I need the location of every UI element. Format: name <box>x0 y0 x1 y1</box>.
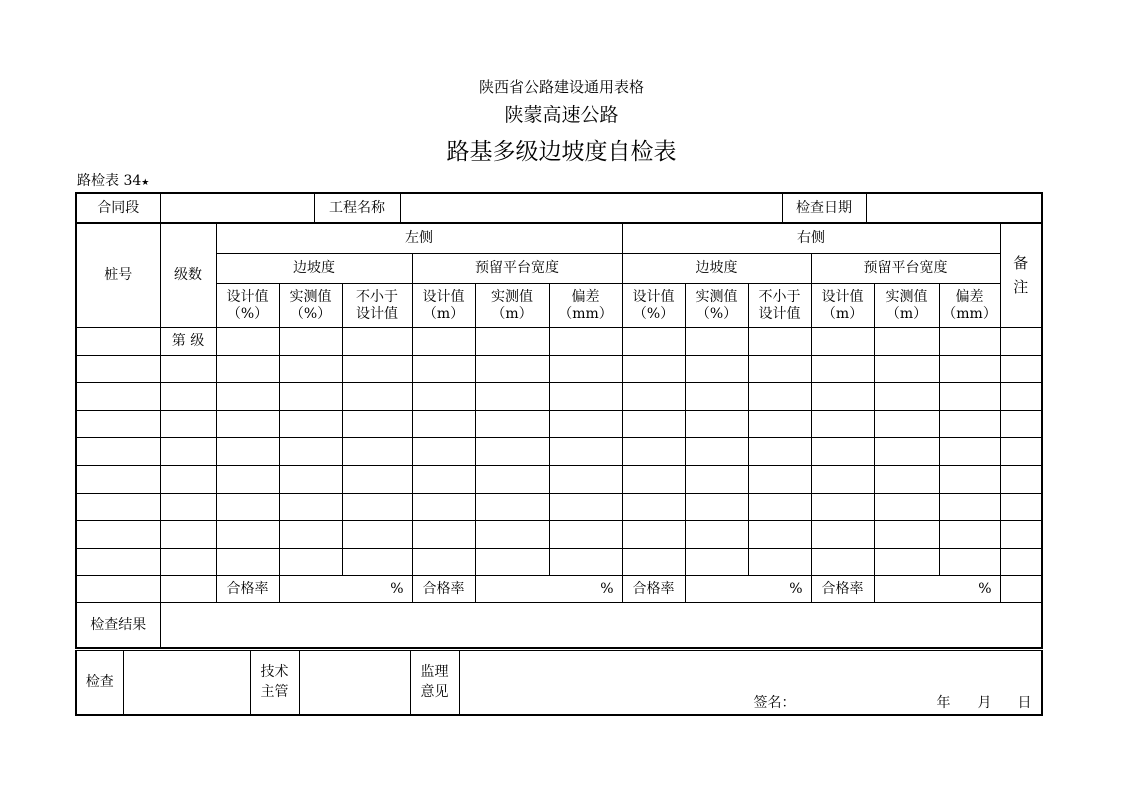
table-cell[interactable] <box>811 438 874 466</box>
table-cell[interactable] <box>76 438 160 466</box>
table-cell[interactable] <box>342 493 412 521</box>
table-cell[interactable] <box>549 383 622 411</box>
table-cell[interactable] <box>1000 438 1042 466</box>
table-cell[interactable] <box>622 465 685 493</box>
table-cell[interactable] <box>549 328 622 356</box>
table-cell[interactable] <box>874 521 939 549</box>
result-field[interactable] <box>160 603 1042 648</box>
table-cell[interactable] <box>811 521 874 549</box>
left-side-header: 左侧 <box>216 223 622 254</box>
l-plat-design-unit: （m） <box>422 305 465 322</box>
r-plat-design <box>811 284 874 328</box>
table-cell[interactable] <box>874 493 939 521</box>
r-plat-measured <box>874 284 939 328</box>
table-cell[interactable] <box>549 548 622 576</box>
table-cell[interactable] <box>160 438 216 466</box>
table-cell[interactable] <box>685 383 748 411</box>
r-plat-measured-unit: （m） <box>885 305 928 322</box>
table-cell[interactable] <box>811 493 874 521</box>
remark-header <box>1000 223 1042 328</box>
table-cell[interactable] <box>874 465 939 493</box>
table-cell[interactable] <box>622 355 685 383</box>
table-cell[interactable] <box>342 355 412 383</box>
table-cell[interactable] <box>748 355 811 383</box>
result-row <box>76 603 1042 648</box>
table-cell[interactable] <box>76 328 160 356</box>
r-plat-design-text: 设计值 <box>821 289 864 306</box>
table-cell[interactable] <box>216 355 279 383</box>
table-cell[interactable] <box>216 328 279 356</box>
l-slope-design-text: 设计值 <box>226 289 269 306</box>
supervisor-label <box>410 651 459 715</box>
l-plat-measured-unit: （m） <box>491 305 533 322</box>
table-cell[interactable] <box>685 438 748 466</box>
table-cell[interactable] <box>874 548 939 576</box>
form-series-title: 陕西省公路建设通用表格 <box>478 78 644 96</box>
tech-line2: 主管 <box>260 684 289 701</box>
table-cell[interactable] <box>475 328 549 356</box>
table-cell[interactable] <box>622 548 685 576</box>
table-cell[interactable] <box>685 355 748 383</box>
table-cell[interactable] <box>1000 465 1042 493</box>
table-cell[interactable] <box>748 548 811 576</box>
table-cell[interactable] <box>811 465 874 493</box>
star-icon: ★ <box>141 178 150 188</box>
tech-line1: 技术 <box>260 664 289 681</box>
info-table <box>75 192 1043 224</box>
r-plat-pass-label: 合格率 <box>811 576 874 603</box>
table-cell[interactable] <box>216 548 279 576</box>
table-cell[interactable] <box>412 548 475 576</box>
r-slope-pass-pct: % <box>789 581 803 598</box>
table-cell[interactable] <box>939 465 1000 493</box>
table-cell[interactable] <box>685 410 748 438</box>
signature-table <box>75 650 1043 716</box>
table-cell[interactable] <box>685 493 748 521</box>
r-slope-pass-label: 合格率 <box>622 576 685 603</box>
table-cell[interactable] <box>342 521 412 549</box>
table-cell[interactable] <box>412 328 475 356</box>
pass-row-station[interactable] <box>76 576 160 603</box>
table-cell[interactable] <box>622 383 685 411</box>
table-cell[interactable] <box>1000 355 1042 383</box>
table-row <box>76 465 1042 493</box>
tech-label <box>250 651 299 715</box>
table-cell[interactable] <box>874 438 939 466</box>
l-slope-pass-label: 合格率 <box>216 576 279 603</box>
table-cell[interactable] <box>475 383 549 411</box>
sup-line1: 监理 <box>420 664 449 681</box>
table-cell[interactable] <box>412 521 475 549</box>
table-cell[interactable] <box>279 493 342 521</box>
r-slope-notless-sub: 设计值 <box>758 305 801 322</box>
l-plat-pass-label: 合格率 <box>412 576 475 603</box>
table-cell[interactable] <box>160 355 216 383</box>
table-cell[interactable] <box>475 548 549 576</box>
day-label: 日 <box>1017 695 1032 712</box>
table-cell[interactable] <box>342 328 412 356</box>
table-cell[interactable] <box>685 328 748 356</box>
table-row <box>76 410 1042 438</box>
l-slope-measured-text: 实测值 <box>289 289 332 306</box>
table-cell[interactable] <box>76 410 160 438</box>
table-cell[interactable] <box>939 548 1000 576</box>
table-cell[interactable] <box>1000 548 1042 576</box>
left-slope-header: 边坡度 <box>216 254 412 284</box>
table-row <box>76 521 1042 549</box>
r-plat-deviation-unit: （mm） <box>942 305 997 322</box>
table-cell[interactable] <box>279 465 342 493</box>
check-field[interactable] <box>123 651 250 715</box>
table-cell[interactable] <box>76 493 160 521</box>
table-cell[interactable] <box>622 410 685 438</box>
check-date-label: 检查日期 <box>782 193 866 223</box>
level-header: 级数 <box>160 223 216 328</box>
table-cell[interactable] <box>216 438 279 466</box>
table-cell[interactable] <box>874 383 939 411</box>
table-cell[interactable] <box>279 328 342 356</box>
level-cell: 第 级 <box>160 328 216 356</box>
r-slope-design <box>622 284 685 328</box>
r-plat-pass-pct: % <box>978 581 992 598</box>
l-plat-design <box>412 284 475 328</box>
project-name-field[interactable] <box>400 193 782 223</box>
table-cell[interactable] <box>685 548 748 576</box>
table-cell[interactable] <box>475 438 549 466</box>
table-cell[interactable] <box>1000 410 1042 438</box>
table-cell[interactable] <box>76 465 160 493</box>
data-rows <box>76 328 1042 576</box>
result-label: 检查结果 <box>76 603 160 648</box>
table-cell[interactable] <box>76 355 160 383</box>
table-cell[interactable] <box>939 410 1000 438</box>
table-cell[interactable] <box>549 355 622 383</box>
l-plat-deviation-text: 偏差 <box>571 289 600 306</box>
table-cell[interactable] <box>811 548 874 576</box>
l-slope-design-unit: （%） <box>226 305 269 322</box>
table-cell[interactable] <box>685 465 748 493</box>
year-label: 年 <box>936 695 951 712</box>
l-plat-pass-value[interactable] <box>475 576 622 603</box>
contract-label: 合同段 <box>76 193 160 223</box>
signature-area <box>460 651 1042 713</box>
table-cell[interactable] <box>216 465 279 493</box>
r-plat-design-unit: （m） <box>821 305 864 322</box>
table-row <box>76 355 1042 383</box>
right-side-header: 右侧 <box>622 223 1000 254</box>
table-cell[interactable] <box>279 383 342 411</box>
form-number-text: 路检表 34 <box>77 173 142 189</box>
table-cell[interactable] <box>748 465 811 493</box>
table-cell[interactable] <box>549 438 622 466</box>
l-slope-design <box>216 284 279 328</box>
table-cell[interactable] <box>412 493 475 521</box>
month-label: 月 <box>977 695 992 712</box>
pass-row-remark[interactable] <box>1000 576 1042 603</box>
r-slope-notless-text: 不小于 <box>758 289 801 306</box>
table-cell[interactable] <box>279 548 342 576</box>
table-cell[interactable] <box>475 521 549 549</box>
r-slope-notless <box>748 284 811 328</box>
table-cell[interactable] <box>279 410 342 438</box>
table-cell[interactable] <box>216 383 279 411</box>
r-slope-design-unit: （%） <box>632 305 675 322</box>
table-cell[interactable] <box>412 410 475 438</box>
table-cell[interactable] <box>342 438 412 466</box>
l-slope-pass-pct: % <box>390 581 404 598</box>
table-cell[interactable] <box>475 410 549 438</box>
table-row <box>76 493 1042 521</box>
table-cell[interactable] <box>811 355 874 383</box>
signature-label: 签名： <box>753 695 796 712</box>
table-cell[interactable] <box>622 493 685 521</box>
table-cell[interactable] <box>874 410 939 438</box>
table-cell[interactable] <box>811 383 874 411</box>
l-plat-measured <box>475 284 549 328</box>
table-cell[interactable] <box>748 438 811 466</box>
table-cell[interactable] <box>475 493 549 521</box>
table-cell[interactable] <box>76 548 160 576</box>
page-title: 路基多级边坡度自检表 <box>446 139 677 165</box>
l-plat-pass-pct: % <box>600 581 614 598</box>
check-label: 检查 <box>76 651 123 715</box>
table-cell[interactable] <box>748 410 811 438</box>
table-cell[interactable] <box>622 438 685 466</box>
r-plat-deviation <box>939 284 1000 328</box>
table-cell[interactable] <box>748 493 811 521</box>
right-slope-header: 边坡度 <box>622 254 811 284</box>
table-cell[interactable] <box>939 328 1000 356</box>
table-cell[interactable] <box>342 383 412 411</box>
table-cell[interactable] <box>748 521 811 549</box>
r-plat-pass-value[interactable] <box>874 576 1000 603</box>
l-slope-pass-value[interactable] <box>279 576 412 603</box>
table-cell[interactable] <box>811 328 874 356</box>
r-slope-pass-value[interactable] <box>685 576 811 603</box>
table-cell[interactable] <box>549 493 622 521</box>
table-cell[interactable] <box>342 410 412 438</box>
table-cell[interactable] <box>412 383 475 411</box>
l-plat-deviation <box>549 284 622 328</box>
table-cell[interactable] <box>549 465 622 493</box>
pass-rate-row <box>76 576 1042 603</box>
table-cell[interactable] <box>549 410 622 438</box>
table-cell[interactable] <box>874 355 939 383</box>
r-slope-measured-text: 实测值 <box>695 289 738 306</box>
right-platform-header: 预留平台宽度 <box>811 254 1000 284</box>
table-cell[interactable] <box>279 438 342 466</box>
table-cell[interactable] <box>412 465 475 493</box>
r-plat-deviation-text: 偏差 <box>955 289 984 306</box>
table-cell[interactable] <box>216 493 279 521</box>
table-cell[interactable] <box>412 355 475 383</box>
r-plat-measured-text: 实测值 <box>885 289 928 306</box>
table-cell[interactable] <box>160 521 216 549</box>
table-cell[interactable] <box>874 328 939 356</box>
table-cell[interactable] <box>216 521 279 549</box>
r-slope-design-text: 设计值 <box>632 289 675 306</box>
table-row <box>76 328 1042 356</box>
l-plat-deviation-unit: （mm） <box>558 305 613 322</box>
l-plat-measured-text: 实测值 <box>491 289 533 306</box>
table-cell[interactable] <box>622 328 685 356</box>
inspection-table <box>75 222 1043 649</box>
l-plat-design-text: 设计值 <box>422 289 465 306</box>
l-slope-notless-sub: 设计值 <box>356 305 398 322</box>
left-platform-header: 预留平台宽度 <box>412 254 622 284</box>
table-cell[interactable] <box>939 521 1000 549</box>
table-cell[interactable] <box>279 521 342 549</box>
l-slope-notless <box>342 284 412 328</box>
table-cell[interactable] <box>939 355 1000 383</box>
table-cell[interactable] <box>622 521 685 549</box>
project-name-label: 工程名称 <box>314 193 400 223</box>
r-slope-measured-unit: （%） <box>695 305 738 322</box>
project-title: 陕蒙高速公路 <box>504 104 619 126</box>
form-number <box>77 170 149 190</box>
table-cell[interactable] <box>939 383 1000 411</box>
pass-row-level[interactable] <box>160 576 216 603</box>
table-cell[interactable] <box>279 355 342 383</box>
table-cell[interactable] <box>160 410 216 438</box>
table-cell[interactable] <box>475 355 549 383</box>
table-cell[interactable] <box>475 465 549 493</box>
table-row <box>76 383 1042 411</box>
table-row <box>76 438 1042 466</box>
sup-line2: 意见 <box>420 684 449 701</box>
table-cell[interactable] <box>216 410 279 438</box>
table-cell[interactable] <box>76 383 160 411</box>
supervisor-field[interactable] <box>459 651 1042 715</box>
table-cell[interactable] <box>1000 493 1042 521</box>
tech-field[interactable] <box>299 651 410 715</box>
table-cell[interactable] <box>939 438 1000 466</box>
table-cell[interactable] <box>748 328 811 356</box>
contract-field[interactable] <box>160 193 314 223</box>
table-cell[interactable] <box>811 410 874 438</box>
table-row <box>76 548 1042 576</box>
table-cell[interactable] <box>412 438 475 466</box>
table-cell[interactable] <box>1000 521 1042 549</box>
table-cell[interactable] <box>160 493 216 521</box>
table-cell[interactable] <box>160 465 216 493</box>
remark-text: 备注 <box>1013 254 1029 296</box>
r-slope-measured <box>685 284 748 328</box>
table-cell[interactable] <box>1000 383 1042 411</box>
table-cell[interactable] <box>342 465 412 493</box>
l-slope-measured-unit: （%） <box>289 305 332 322</box>
table-cell[interactable] <box>685 521 748 549</box>
l-slope-notless-text: 不小于 <box>356 289 398 306</box>
l-slope-measured <box>279 284 342 328</box>
table-cell[interactable] <box>160 548 216 576</box>
station-header: 桩号 <box>76 223 160 328</box>
table-cell[interactable] <box>1000 328 1042 356</box>
table-cell[interactable] <box>549 521 622 549</box>
table-cell[interactable] <box>160 383 216 411</box>
table-cell[interactable] <box>342 548 412 576</box>
table-cell[interactable] <box>748 383 811 411</box>
check-date-field[interactable] <box>866 193 1042 223</box>
table-cell[interactable] <box>939 493 1000 521</box>
table-cell[interactable] <box>76 521 160 549</box>
